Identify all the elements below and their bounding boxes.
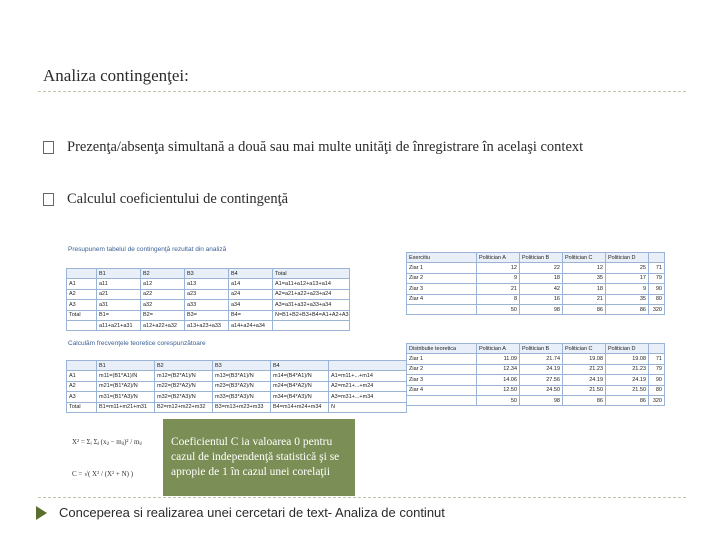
table-row: [67, 320, 350, 330]
table-row: [67, 371, 407, 381]
table-cell: 80: [649, 294, 665, 304]
table-row: [407, 284, 665, 294]
header-cell: Politician D: [606, 344, 649, 354]
table-cell: [407, 304, 477, 314]
table-cell: 35: [606, 294, 649, 304]
header-cell: Distributie teoretica: [407, 344, 477, 354]
table-cell: 24.19: [520, 364, 563, 374]
slide-title: Analiza contingenţei:: [43, 66, 189, 85]
table-row: [407, 263, 665, 273]
table-row: [67, 289, 350, 299]
table-cell: Ziar 4: [407, 385, 477, 395]
table-cell: 320: [649, 395, 665, 405]
table-cell: Total: [67, 402, 97, 412]
table-cell: 24.50: [520, 385, 563, 395]
table-cell: A3=a31+a32+a33+a34: [273, 300, 350, 310]
table-row: [407, 385, 665, 395]
table-cell: Ziar 4: [407, 294, 477, 304]
table-cell: A3: [67, 300, 97, 310]
table-cell: a13+a23+a33: [185, 320, 229, 330]
table-cell: m23=(B3*A2)/N: [213, 381, 271, 391]
table-cell: 50: [477, 395, 520, 405]
table-cell: m12=(B2*A1)/N: [155, 371, 213, 381]
table-cell: 17: [606, 273, 649, 283]
header-cell: Total: [273, 269, 350, 279]
header-cell: Politician B: [520, 344, 563, 354]
bullet-box-icon: [43, 141, 54, 154]
table-cell: 21: [477, 284, 520, 294]
header-cell: [649, 253, 665, 263]
table-cell: 86: [563, 304, 606, 314]
table-cell: 90: [649, 375, 665, 385]
table-cell: 71: [649, 263, 665, 273]
table-row: [407, 304, 665, 314]
table-cell: N=B1+B2+B3+B4=A1+A2+A3: [273, 310, 350, 320]
table-cell: a11+a21+a31: [97, 320, 141, 330]
table-cell: a24: [229, 289, 273, 299]
table-cell: a12: [141, 279, 185, 289]
header-cell: B1: [97, 361, 155, 371]
table-cell: 86: [606, 304, 649, 314]
table-row: [67, 300, 350, 310]
table-cell: m21=(B1*A2)/N: [97, 381, 155, 391]
theoretical-frequencies-table: [66, 360, 407, 413]
table-cell: Ziar 2: [407, 273, 477, 283]
table-cell: 19.08: [563, 354, 606, 364]
bullet-item-1: [43, 139, 583, 156]
table-cell: B4=m14+m24+m34: [271, 402, 329, 412]
table-cell: B2=m12+m22+m32: [155, 402, 213, 412]
arrow-icon: [36, 506, 47, 520]
table-cell: 12.34: [477, 364, 520, 374]
table-cell: 21.23: [563, 364, 606, 374]
header-cell: B3: [213, 361, 271, 371]
table-cell: N: [329, 402, 407, 412]
table-cell: A2: [67, 289, 97, 299]
table-cell: a13: [185, 279, 229, 289]
table-cell: m34=(B4*A3)/N: [271, 392, 329, 402]
header-cell: B1: [97, 269, 141, 279]
table-cell: 71: [649, 354, 665, 364]
table-cell: B4=: [229, 310, 273, 320]
bullet-item-2: [43, 191, 288, 208]
table-cell: a21: [97, 289, 141, 299]
table-cell: a23: [185, 289, 229, 299]
table-cell: a14+a24+a34: [229, 320, 273, 330]
table-header-row: [67, 269, 350, 279]
header-cell: Exercitiu: [407, 253, 477, 263]
observed-frequencies-table: [406, 252, 665, 315]
contingency-table: [66, 268, 350, 331]
table-cell: 21: [563, 294, 606, 304]
table-cell: 14.06: [477, 375, 520, 385]
table-cell: 19.08: [606, 354, 649, 364]
table-cell: a11: [97, 279, 141, 289]
table-cell: 79: [649, 273, 665, 283]
table-cell: B1=m11+m21+m31: [97, 402, 155, 412]
table-cell: 50: [477, 304, 520, 314]
table-cell: 12: [477, 263, 520, 273]
table-cell: m32=(B2*A3)/N: [155, 392, 213, 402]
header-cell: [67, 361, 97, 371]
chi-square-formula: X² = Σᵢ Σⱼ (xᵢⱼ − mᵢⱼ)² / mᵢⱼ: [72, 438, 142, 446]
table-cell: 80: [649, 385, 665, 395]
table-row: [67, 402, 407, 412]
header-cell: Politician C: [563, 344, 606, 354]
table-cell: 35: [563, 273, 606, 283]
table-row: [407, 354, 665, 364]
table-cell: 90: [649, 284, 665, 294]
bullet-text-2: Calculul coeficientului de contingenţă: [67, 191, 289, 207]
table-cell: 12.50: [477, 385, 520, 395]
table-cell: Ziar 3: [407, 375, 477, 385]
table-cell: 42: [520, 284, 563, 294]
title-separator: [38, 91, 686, 92]
table-cell: 27.56: [520, 375, 563, 385]
table-cell: B3=m13+m23+m33: [213, 402, 271, 412]
table-cell: 12: [563, 263, 606, 273]
table-cell: [273, 320, 350, 330]
table-cell: B2=: [141, 310, 185, 320]
header-cell: B4: [271, 361, 329, 371]
table-row: [407, 395, 665, 405]
table-cell: m14=(B4*A1)/N: [271, 371, 329, 381]
header-cell: Politician A: [477, 253, 520, 263]
table-cell: a32: [141, 300, 185, 310]
table-cell: m11=(B1*A1)/N: [97, 371, 155, 381]
table-row: [407, 375, 665, 385]
header-cell: Politician B: [520, 253, 563, 263]
table-cell: Ziar 3: [407, 284, 477, 294]
table-cell: A2=m21+...+m24: [329, 381, 407, 391]
header-cell: [67, 269, 97, 279]
bullet-box-icon: [43, 193, 54, 206]
bullet-text-1: Prezenţa/absenţa simultană a două sau mai multe unităţi de înregistrare în acelaşi context: [67, 139, 584, 155]
table-cell: B1=: [97, 310, 141, 320]
table-cell: A2=a21+a22+a23+a24: [273, 289, 350, 299]
table-cell: a22: [141, 289, 185, 299]
table-cell: 11.09: [477, 354, 520, 364]
table-cell: A3: [67, 392, 97, 402]
header-cell: B2: [141, 269, 185, 279]
table-row: [407, 294, 665, 304]
table-cell: A2: [67, 381, 97, 391]
table-cell: 21.74: [520, 354, 563, 364]
table-cell: Ziar 2: [407, 364, 477, 374]
table-cell: 98: [520, 304, 563, 314]
table-cell: 98: [520, 395, 563, 405]
header-cell: B3: [185, 269, 229, 279]
table-cell: A1: [67, 371, 97, 381]
table-cell: [67, 320, 97, 330]
table-header-row: [407, 253, 665, 263]
table-cell: 18: [563, 284, 606, 294]
table-cell: 22: [520, 263, 563, 273]
table-header-row: [67, 361, 407, 371]
callout-box: Coeficientul C ia valoarea 0 pentru cazul de independenţă statistică şi se apropie de 1 în cazul unei corelaţii: [163, 419, 355, 496]
table-cell: m22=(B2*A2)/N: [155, 381, 213, 391]
table-row: [407, 364, 665, 374]
table-cell: 86: [606, 395, 649, 405]
table-cell: 21.50: [606, 385, 649, 395]
table-cell: a34: [229, 300, 273, 310]
header-cell: B4: [229, 269, 273, 279]
header-cell: B2: [155, 361, 213, 371]
table-row: [67, 310, 350, 320]
table-cell: 320: [649, 304, 665, 314]
table-cell: Total: [67, 310, 97, 320]
footer-text: Conceperea si realizarea unei cercetari de text- Analiza de continut: [59, 505, 445, 520]
table-cell: 21.23: [606, 364, 649, 374]
table-cell: 24.19: [563, 375, 606, 385]
table-cell: a33: [185, 300, 229, 310]
table-cell: 8: [477, 294, 520, 304]
footer-separator: [38, 497, 686, 498]
table-cell: Ziar 1: [407, 263, 477, 273]
header-cell: [649, 344, 665, 354]
header-cell: Politician A: [477, 344, 520, 354]
table-cell: m31=(B1*A3)/N: [97, 392, 155, 402]
header-cell: Politician D: [606, 253, 649, 263]
table-cell: m33=(B3*A3)/N: [213, 392, 271, 402]
table-cell: m13=(B3*A1)/N: [213, 371, 271, 381]
contingency-coefficient-formula: C = √( X² / (X² + N) ): [72, 470, 134, 478]
table-row: [67, 381, 407, 391]
table-cell: A1: [67, 279, 97, 289]
table-cell: A1=m11+...+m14: [329, 371, 407, 381]
table-cell: 16: [520, 294, 563, 304]
table-cell: 25: [606, 263, 649, 273]
table2-caption: Calculăm frecvenţele teoretice corespunzătoare: [68, 340, 206, 347]
table-cell: 24.19: [606, 375, 649, 385]
table-row: [67, 279, 350, 289]
table-cell: 18: [520, 273, 563, 283]
table-cell: 9: [606, 284, 649, 294]
table-row: [407, 273, 665, 283]
header-cell: Politician C: [563, 253, 606, 263]
header-cell: [329, 361, 407, 371]
table-cell: a12+a22+a32: [141, 320, 185, 330]
table-cell: A3=m31+...+m34: [329, 392, 407, 402]
table-cell: Ziar 1: [407, 354, 477, 364]
theoretical-distribution-table: [406, 343, 665, 406]
table-row: [67, 392, 407, 402]
table-cell: m24=(B4*A2)/N: [271, 381, 329, 391]
table-cell: A1=a11+a12+a13+a14: [273, 279, 350, 289]
table-cell: 79: [649, 364, 665, 374]
table-cell: B3=: [185, 310, 229, 320]
table1-caption: Presupunem tabelul de contingenţă rezultat din analiză: [68, 246, 227, 253]
table-cell: 21.50: [563, 385, 606, 395]
table-header-row: [407, 344, 665, 354]
table-cell: a14: [229, 279, 273, 289]
table-cell: 9: [477, 273, 520, 283]
table-cell: a31: [97, 300, 141, 310]
table-cell: [407, 395, 477, 405]
table-cell: 86: [563, 395, 606, 405]
